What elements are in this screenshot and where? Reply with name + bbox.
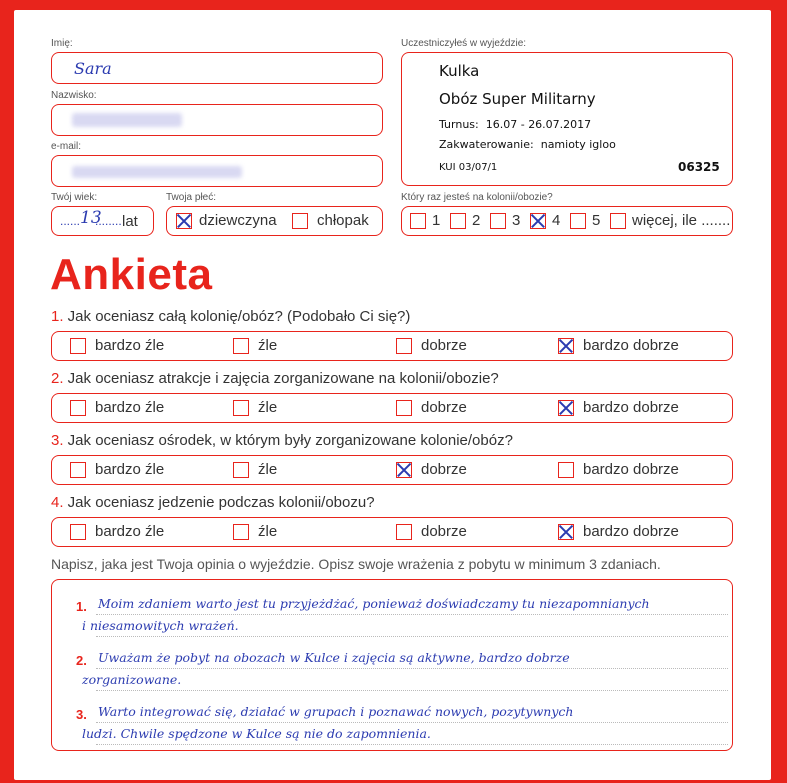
camp-turnus bbox=[439, 118, 591, 131]
answer-label: dobrze bbox=[421, 399, 467, 416]
survey-title: Ankieta bbox=[50, 250, 213, 299]
camp-title: Obóz Super Militarny bbox=[439, 90, 596, 108]
answer-label: dobrze bbox=[421, 523, 467, 540]
answer-row-4 bbox=[51, 517, 733, 547]
answer-checkbox[interactable] bbox=[70, 524, 86, 540]
redacted-email bbox=[72, 166, 242, 178]
opinion-text-line1: Moim zdaniem warto jest tu przyjeżdżać, ponieważ doświadczamy tu niezapomnianych bbox=[98, 596, 650, 611]
answer-row-2 bbox=[51, 393, 733, 423]
question-number: 3. bbox=[51, 432, 64, 449]
camp-accommodation bbox=[439, 138, 616, 151]
times-checkbox-1[interactable] bbox=[410, 213, 426, 229]
surname-label: Nazwisko: bbox=[51, 90, 97, 101]
answer-label: bardzo źle bbox=[95, 461, 165, 478]
age-dots-left: ...... bbox=[60, 214, 81, 228]
checkbox-chlopak[interactable] bbox=[292, 213, 308, 229]
email-field[interactable] bbox=[51, 155, 383, 187]
opinion-rule bbox=[96, 690, 728, 691]
opinion-text-line1: Uważam że pobyt na obozach w Kulce i zajęcia są aktywne, bardzo dobrze bbox=[98, 650, 570, 665]
label-chlopak: chłopak bbox=[317, 212, 369, 229]
redacted-surname bbox=[72, 113, 182, 127]
answer-label: bardzo dobrze bbox=[583, 523, 679, 540]
opinion-number: 2. bbox=[76, 653, 87, 668]
opinion-rule bbox=[96, 614, 728, 615]
answer-label: bardzo dobrze bbox=[583, 337, 679, 354]
gender-label: Twoja płeć: bbox=[166, 192, 217, 203]
answer-label: źle bbox=[258, 523, 278, 540]
age-field[interactable] bbox=[51, 206, 154, 236]
times-checkbox-2[interactable] bbox=[450, 213, 466, 229]
answer-checkbox[interactable] bbox=[233, 400, 249, 416]
times-label-2: 2 bbox=[472, 212, 481, 229]
question-number: 1. bbox=[51, 308, 64, 325]
times-label-3: 3 bbox=[512, 212, 521, 229]
times-field bbox=[401, 206, 733, 236]
opinion-number: 3. bbox=[76, 707, 87, 722]
answer-checkbox[interactable] bbox=[396, 400, 412, 416]
email-label: e-mail: bbox=[51, 141, 82, 152]
turnus-value: 16.07 - 26.07.2017 bbox=[485, 118, 592, 131]
checkbox-dziewczyna[interactable] bbox=[176, 213, 192, 229]
answer-label: dobrze bbox=[421, 337, 467, 354]
question-3 bbox=[51, 432, 513, 449]
camp-number: 06325 bbox=[678, 160, 720, 174]
question-number: 2. bbox=[51, 370, 64, 387]
answer-checkbox[interactable] bbox=[70, 462, 86, 478]
opinion-rule bbox=[96, 722, 728, 723]
opinion-text-line2: ludzi. Chwile spędzone w Kulce są nie do zapomnienia. bbox=[82, 726, 431, 741]
question-text: Jak oceniasz atrakcje i zajęcia zorganizowane na kolonii/obozie? bbox=[63, 370, 499, 387]
turnus-label: Turnus: bbox=[439, 118, 479, 131]
answer-label: dobrze bbox=[421, 461, 467, 478]
age-dots-right: ........ bbox=[95, 214, 122, 228]
answer-checkbox[interactable] bbox=[233, 338, 249, 354]
opinion-rule bbox=[96, 744, 728, 745]
answer-row-3 bbox=[51, 455, 733, 485]
answer-label: źle bbox=[258, 399, 278, 416]
name-label: Imię: bbox=[51, 38, 73, 49]
question-number: 4. bbox=[51, 494, 64, 511]
answer-checkbox[interactable] bbox=[558, 462, 574, 478]
surname-field[interactable] bbox=[51, 104, 383, 136]
name-value: Sara bbox=[74, 59, 112, 78]
age-value: 13 bbox=[80, 208, 102, 228]
answer-checkbox[interactable] bbox=[70, 400, 86, 416]
gender-field bbox=[166, 206, 383, 236]
opinion-number: 1. bbox=[76, 599, 87, 614]
answer-checkbox[interactable] bbox=[396, 462, 412, 478]
question-text: Jak oceniasz całą kolonię/obóz? (Podobało Ci się?) bbox=[63, 308, 411, 325]
question-4 bbox=[51, 494, 375, 511]
times-checkbox-more[interactable] bbox=[610, 213, 626, 229]
times-label-4: 4 bbox=[552, 212, 561, 229]
question-1 bbox=[51, 308, 410, 325]
age-unit: lat bbox=[122, 213, 138, 230]
opinion-text-line2: i niesamowitych wrażeń. bbox=[82, 618, 239, 633]
answer-label: bardzo dobrze bbox=[583, 399, 679, 416]
camp-code: KUI 03/07/1 bbox=[439, 162, 498, 173]
answer-label: źle bbox=[258, 337, 278, 354]
answer-checkbox[interactable] bbox=[233, 462, 249, 478]
opinion-text-line1: Warto integrować się, działać w grupach i poznawać nowych, pozytywnych bbox=[98, 704, 574, 719]
participated-label: Uczestniczyłeś w wyjeździe: bbox=[401, 38, 527, 49]
age-label: Twój wiek: bbox=[51, 192, 98, 203]
camp-name: Kulka bbox=[439, 62, 480, 80]
times-checkbox-4[interactable] bbox=[530, 213, 546, 229]
question-2 bbox=[51, 370, 499, 387]
opinion-rule bbox=[96, 636, 728, 637]
times-label-5: 5 bbox=[592, 212, 601, 229]
opinion-text-line2: zorganizowane. bbox=[82, 672, 182, 687]
name-field[interactable] bbox=[51, 52, 383, 84]
answer-row-1 bbox=[51, 331, 733, 361]
accommodation-label: Zakwaterowanie: bbox=[439, 138, 534, 151]
times-checkbox-5[interactable] bbox=[570, 213, 586, 229]
survey-form bbox=[14, 10, 771, 780]
answer-checkbox[interactable] bbox=[233, 524, 249, 540]
question-text: Jak oceniasz jedzenie podczas kolonii/obozu? bbox=[63, 494, 375, 511]
answer-label: bardzo źle bbox=[95, 523, 165, 540]
answer-checkbox[interactable] bbox=[558, 524, 574, 540]
times-label-1: 1 bbox=[432, 212, 441, 229]
times-label-more: więcej, ile ....... bbox=[632, 212, 731, 229]
answer-checkbox[interactable] bbox=[396, 524, 412, 540]
answer-label: bardzo źle bbox=[95, 399, 165, 416]
opinion-rule bbox=[96, 668, 728, 669]
accommodation-value: namioty igloo bbox=[540, 138, 616, 151]
label-dziewczyna: dziewczyna bbox=[199, 212, 277, 229]
answer-checkbox[interactable] bbox=[558, 400, 574, 416]
opinion-prompt: Napisz, jaka jest Twoja opinia o wyjeździe. Opisz swoje wrażenia z pobytu w minimum 3 zdaniach. bbox=[51, 556, 661, 572]
times-checkbox-3[interactable] bbox=[490, 213, 506, 229]
answer-checkbox[interactable] bbox=[558, 338, 574, 354]
answer-label: bardzo źle bbox=[95, 337, 165, 354]
times-label: Który raz jesteś na kolonii/obozie? bbox=[401, 192, 553, 203]
answer-label: źle bbox=[258, 461, 278, 478]
question-text: Jak oceniasz ośrodek, w którym były zorganizowane kolonie/obóz? bbox=[63, 432, 513, 449]
answer-checkbox[interactable] bbox=[396, 338, 412, 354]
answer-label: bardzo dobrze bbox=[583, 461, 679, 478]
answer-checkbox[interactable] bbox=[70, 338, 86, 354]
